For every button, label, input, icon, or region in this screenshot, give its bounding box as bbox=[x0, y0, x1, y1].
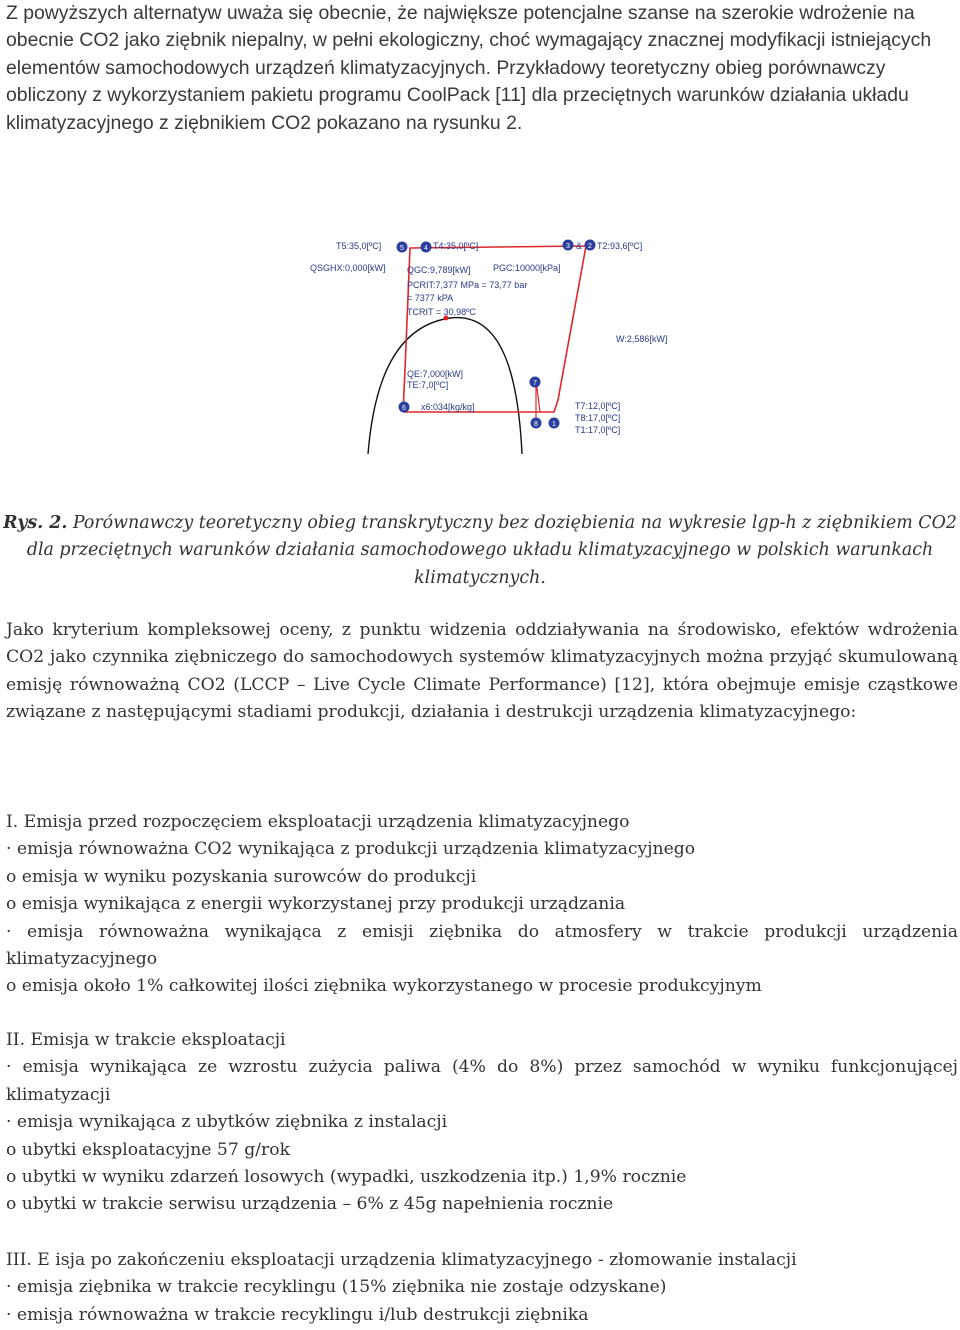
body-paragraph bbox=[6, 617, 958, 727]
marker-3 bbox=[563, 240, 574, 251]
figure-caption bbox=[0, 510, 960, 592]
intro-paragraph bbox=[6, 0, 960, 137]
list-item: · emisja równoważna wynikająca z emisji ziębnika do atmosfery w trakcie produkcji urządzenia klimatyzacyjnego bbox=[6, 921, 958, 970]
list-item: o emisja około 1% całkowitej ilości ziębnika wykorzystanego w procesie produkcyjnym bbox=[6, 976, 762, 997]
label-qsghx: QSGHX:0,000[kW] bbox=[310, 263, 386, 273]
svg-text:5: 5 bbox=[400, 245, 404, 252]
list-item: o emisja wynikająca z energii wykorzystanej przy produkcji urządzania bbox=[6, 894, 626, 915]
svg-text:3: 3 bbox=[566, 243, 570, 250]
label-t1: T1:17,0[ºC] bbox=[575, 425, 621, 435]
marker-2 bbox=[585, 240, 596, 251]
section-3 bbox=[6, 1247, 958, 1329]
marker-6 bbox=[399, 402, 410, 413]
section-1 bbox=[6, 809, 958, 1001]
svg-text:6: 6 bbox=[402, 405, 406, 412]
list-item: · emisja równoważna CO2 wynikająca z produkcji urządzenia klimatyzacyjnego bbox=[6, 839, 696, 860]
list-item: o ubytki eksploatacyjne 57 g/rok bbox=[6, 1139, 291, 1160]
lgp-h-diagram bbox=[300, 230, 680, 470]
list-item: o emisja w wyniku pozyskania surowców do produkcji bbox=[6, 866, 477, 887]
list-item: · emisja wynikająca ze wzrostu zużycia paliwa (4% do 8%) przez samochód w wyniku funkcjonującej klimatyzacji bbox=[6, 1057, 958, 1105]
caption-text: Porównawczy teoretyczny obieg transkrytyczny bez doziębienia na wykresie lgp-h z ziębnikiem CO2 dla przeciętnych warunków działania samochodowego układu klimatyzacyjnego w polskich warunkach klimatycznych. bbox=[26, 513, 957, 588]
section-2 bbox=[6, 1027, 958, 1219]
marker-4 bbox=[421, 242, 432, 253]
label-t5: T5:35,0[ºC] bbox=[336, 241, 382, 251]
list-item: · emisja równoważna w trakcie recyklingu i/lub destrukcji ziębnika bbox=[6, 1304, 589, 1325]
list-item: · emisja wynikająca z ubytków ziębnika z instalacji bbox=[6, 1112, 448, 1133]
label-x6: x6:034[kg/kg] bbox=[421, 402, 475, 412]
list-item: · emisja ziębnika w trakcie recyklingu (15% ziębnika nie zostaje odzyskane) bbox=[6, 1277, 667, 1298]
marker-5 bbox=[397, 242, 408, 253]
svg-text:7: 7 bbox=[533, 380, 537, 387]
label-t8: T8:17,0[ºC] bbox=[575, 413, 621, 423]
svg-text:4: 4 bbox=[424, 245, 428, 252]
label-t2: T2:93,6[ºC] bbox=[597, 241, 643, 251]
label-te: TE:7,0[ºC] bbox=[407, 380, 449, 390]
body-paragraph-text: Jako kryterium kompleksowej oceny, z punktu widzenia oddziaływania na środowisko, efektów wdrożenia CO2 jako czynnika ziębniczego do samochodowych systemów klimatyzacyjnych można przyjąć skumulowaną emisję równoważną CO2 (LCCP – Live Cycle Climate Performance) [12], która obejmuje emisje cząstkowe związane z następującymi stadiami produkcji, działania i destrukcji urządzenia klimatyzacyjnego: bbox=[6, 620, 958, 723]
label-amp: & bbox=[576, 241, 583, 251]
svg-text:1: 1 bbox=[552, 421, 556, 428]
label-qe: QE:7,000[kW] bbox=[407, 369, 464, 379]
list-item: III. E isja po zakończeniu eksploatacji urządzenia klimatyzacyjnego - złomowanie instalacji bbox=[6, 1250, 797, 1270]
list-item: I. Emisja przed rozpoczęciem eksploatacji urządzenia klimatyzacyjnego bbox=[6, 812, 630, 832]
list-item: o ubytki w wyniku zdarzeń losowych (wypadki, uszkodzenia itp.) 1,9% rocznie bbox=[6, 1167, 687, 1188]
label-t7: T7:12,0[ºC] bbox=[575, 401, 621, 411]
diagram-svg bbox=[300, 230, 680, 470]
intro-text: Z powyższych alternatyw uważa się obecnie, że największe potencjalne szanse na szerokie wdrożenie na obecnie CO2 jako ziębnik niepalny, w pełni ekologiczny, choć wymagający znacznej modyfikacji istniejących elementów samochodowych urządzeń klimatyzacyjnych. Przykładowy teoretyczny obieg porównawczy obliczony z wykorzystaniem pakietu programu CoolPack [11] dla przeciętnych warunków działania układu klimatyzacyjnego z ziębnikiem CO2 pokazano na rysunku 2. bbox=[6, 2, 932, 134]
label-pgc: PGC:10000[kPa] bbox=[493, 263, 561, 273]
svg-text:8: 8 bbox=[534, 421, 538, 428]
list-item: II. Emisja w trakcie eksploatacji bbox=[6, 1030, 286, 1050]
svg-text:2: 2 bbox=[588, 243, 592, 250]
marker-8 bbox=[531, 418, 542, 429]
label-tcrit: TCRIT = 30,98ºC bbox=[407, 307, 476, 317]
label-w: W:2,586[kW] bbox=[616, 334, 668, 344]
label-qgc: QGC:9,789[kW] bbox=[407, 265, 471, 275]
label-pcrit-1: PCRIT:7,377 MPa = 73,77 bar bbox=[407, 280, 528, 290]
label-pcrit-2: = 7377 kPA bbox=[407, 293, 454, 303]
marker-1 bbox=[549, 418, 560, 429]
list-item: o ubytki w trakcie serwisu urządzenia – 6% z 45g napełnienia rocznie bbox=[6, 1194, 614, 1215]
label-t4: T4:35,0[ºC] bbox=[433, 241, 479, 251]
marker-7 bbox=[530, 377, 541, 388]
caption-label: Rys. 2. bbox=[3, 513, 68, 533]
